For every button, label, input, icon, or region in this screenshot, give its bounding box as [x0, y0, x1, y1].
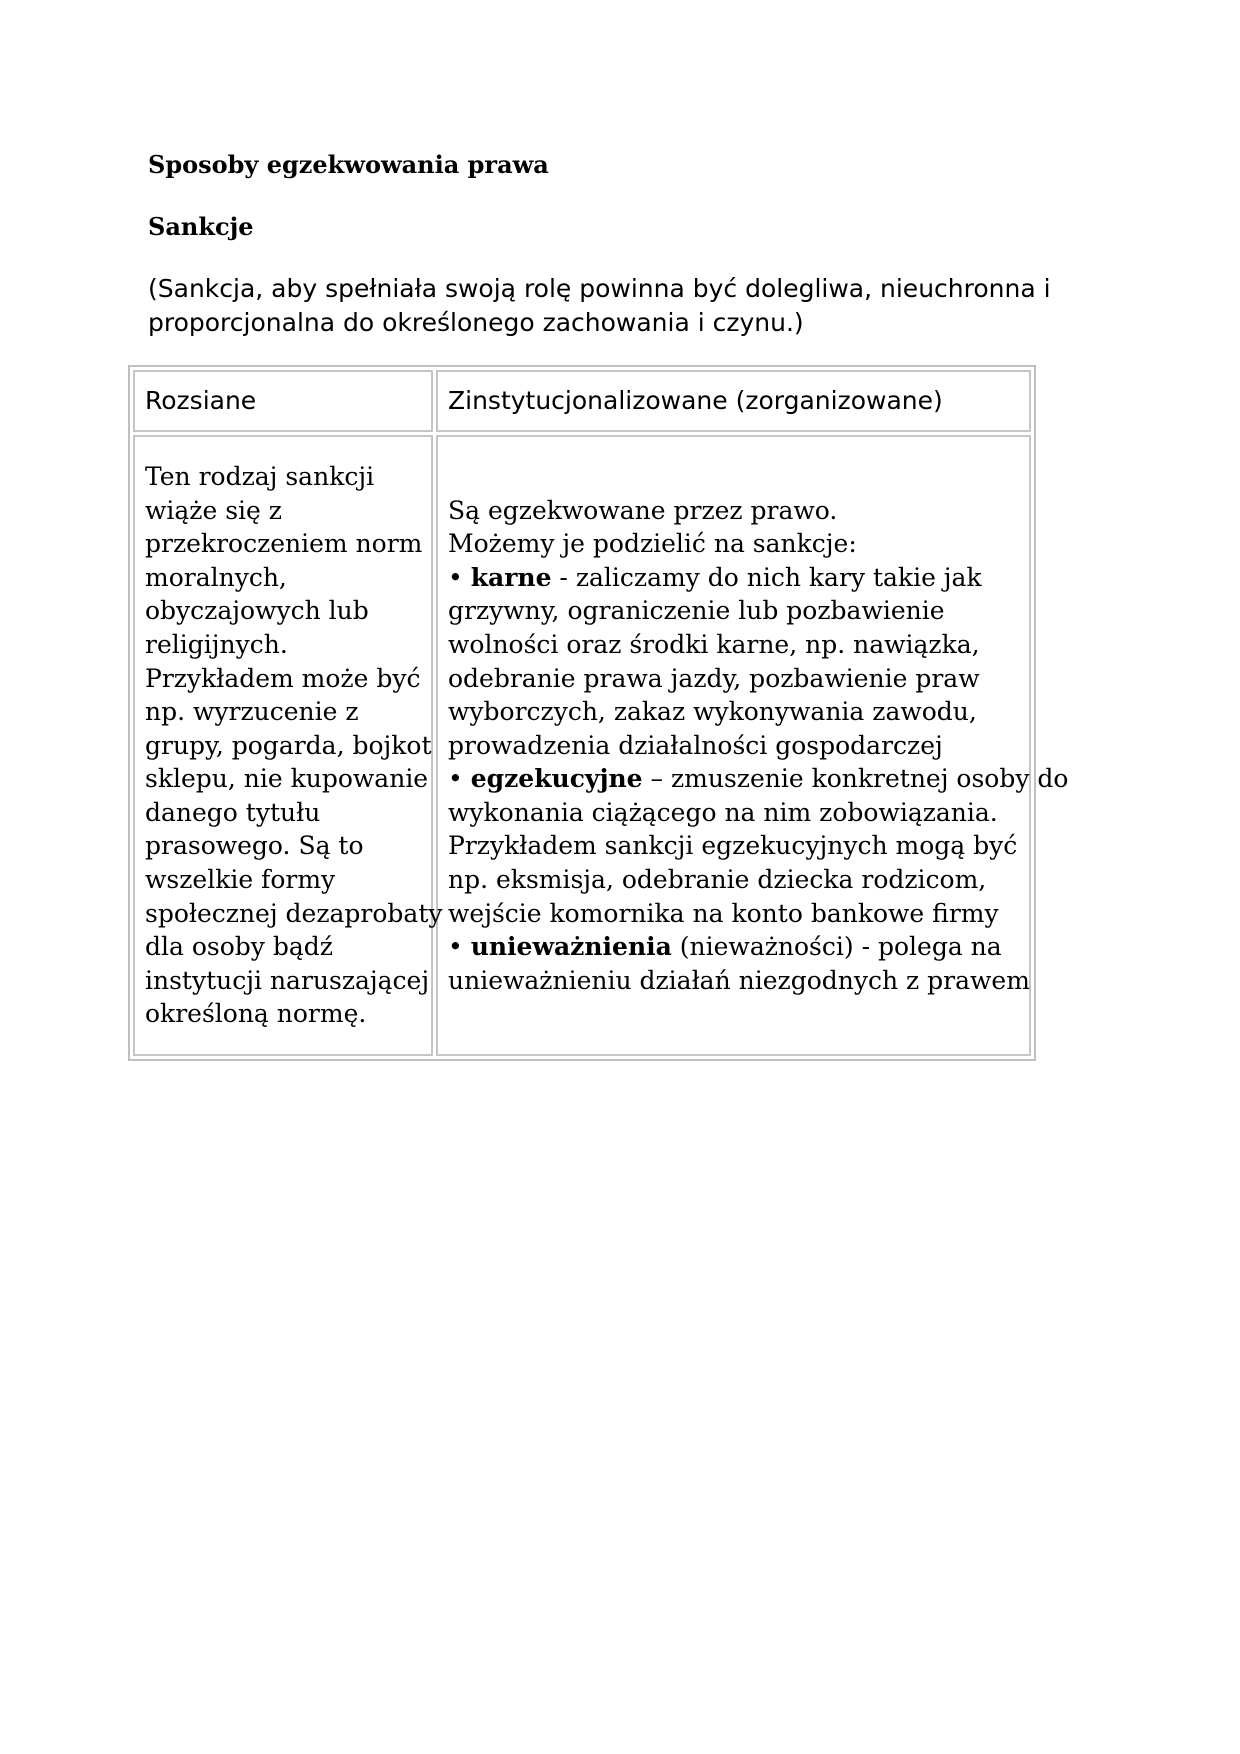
intro-paragraph — [148, 272, 1051, 340]
list-item-egzekucyjne — [448, 762, 1069, 796]
cell-line: unieważnieniu działań niezgodnych z prawem — [448, 965, 1030, 995]
cell-line: wiąże się z — [145, 495, 282, 525]
cell-line: wszelkie formy — [145, 865, 336, 895]
intro-line: proporcjonalna do określonego zachowania i czynu.) — [148, 308, 804, 337]
term-description: - zaliczamy do nich kary takie jak — [551, 562, 982, 592]
cell-line: Są egzekwowane przez prawo. — [448, 495, 838, 525]
cell-line: wyborczych, zakaz wykonywania zawodu, — [448, 697, 977, 727]
cell-line: określoną normę. — [145, 999, 367, 1029]
header-zinstytucjonalizowane: Zinstytucjonalizowane (zorganizowane) — [436, 370, 1031, 432]
document-title: Sposoby egzekwowania prawa — [148, 150, 549, 179]
section-heading: Sankcje — [148, 212, 254, 241]
cell-line: wykonania ciążącego na nim zobowiązania. — [448, 797, 998, 827]
table-body-row — [133, 435, 1031, 1056]
table-header-row — [133, 370, 1031, 432]
list-item-uniewaznienia — [448, 930, 1019, 964]
sanctions-table — [130, 367, 1069, 1059]
bullet: • — [448, 562, 463, 592]
cell-line: moralnych, — [145, 562, 287, 592]
cell-line: przekroczeniem norm — [145, 529, 423, 559]
term-description: – zmuszenie konkretnej osoby do — [642, 764, 1069, 794]
cell-line: danego tytułu — [145, 797, 321, 827]
cell-line: grupy, pogarda, bojkot — [145, 730, 432, 760]
cell-line: odebranie prawa jazdy, pozbawienie praw — [448, 663, 980, 693]
intro-line: (Sankcja, aby spełniała swoją rolę powinna być dolegliwa, nieuchronna i — [148, 274, 1051, 303]
cell-line: religijnych. — [145, 629, 288, 659]
term-uniewaznienia: unieważnienia — [470, 932, 672, 962]
term-egzekucyjne: egzekucyjne — [470, 764, 643, 794]
cell-line: Ten rodzaj sankcji — [145, 461, 375, 491]
cell-line: dla osoby bądź — [145, 932, 333, 962]
cell-line: Przykładem sankcji egzekucyjnych mogą być — [448, 831, 1018, 861]
cell-line: wolności oraz środki karne, np. nawiązka, — [448, 629, 980, 659]
cell-line: np. eksmisja, odebranie dziecka rodzicom, — [448, 865, 987, 895]
list-item-karne — [448, 561, 1019, 595]
cell-zinstytucjonalizowane-description — [436, 435, 1069, 1056]
bullet: • — [448, 764, 463, 794]
cell-line: obyczajowych lub — [145, 596, 369, 626]
cell-line: prasowego. Są to — [145, 831, 364, 861]
cell-line: instytucji naruszającej — [145, 965, 430, 995]
term-description: (nieważności) - polega na — [671, 932, 1002, 962]
cell-line: Możemy je podzielić na sankcje: — [448, 529, 857, 559]
cell-line: sklepu, nie kupowanie — [145, 764, 429, 794]
term-karne: karne — [470, 562, 552, 592]
cell-line: społecznej dezaprobaty — [145, 898, 443, 928]
cell-line: np. wyrzucenie z — [145, 697, 359, 727]
cell-line: Przykładem może być — [145, 663, 421, 693]
cell-line: wejście komornika na konto bankowe firmy — [448, 898, 999, 928]
bullet: • — [448, 932, 463, 962]
sanctions-table-frame — [128, 365, 1069, 1061]
cell-line: prowadzenia działalności gospodarczej — [448, 730, 943, 760]
cell-line: grzywny, ograniczenie lub pozbawienie — [448, 596, 945, 626]
cell-rozsiane-description — [133, 435, 443, 1056]
header-rozsiane: Rozsiane — [133, 370, 433, 432]
